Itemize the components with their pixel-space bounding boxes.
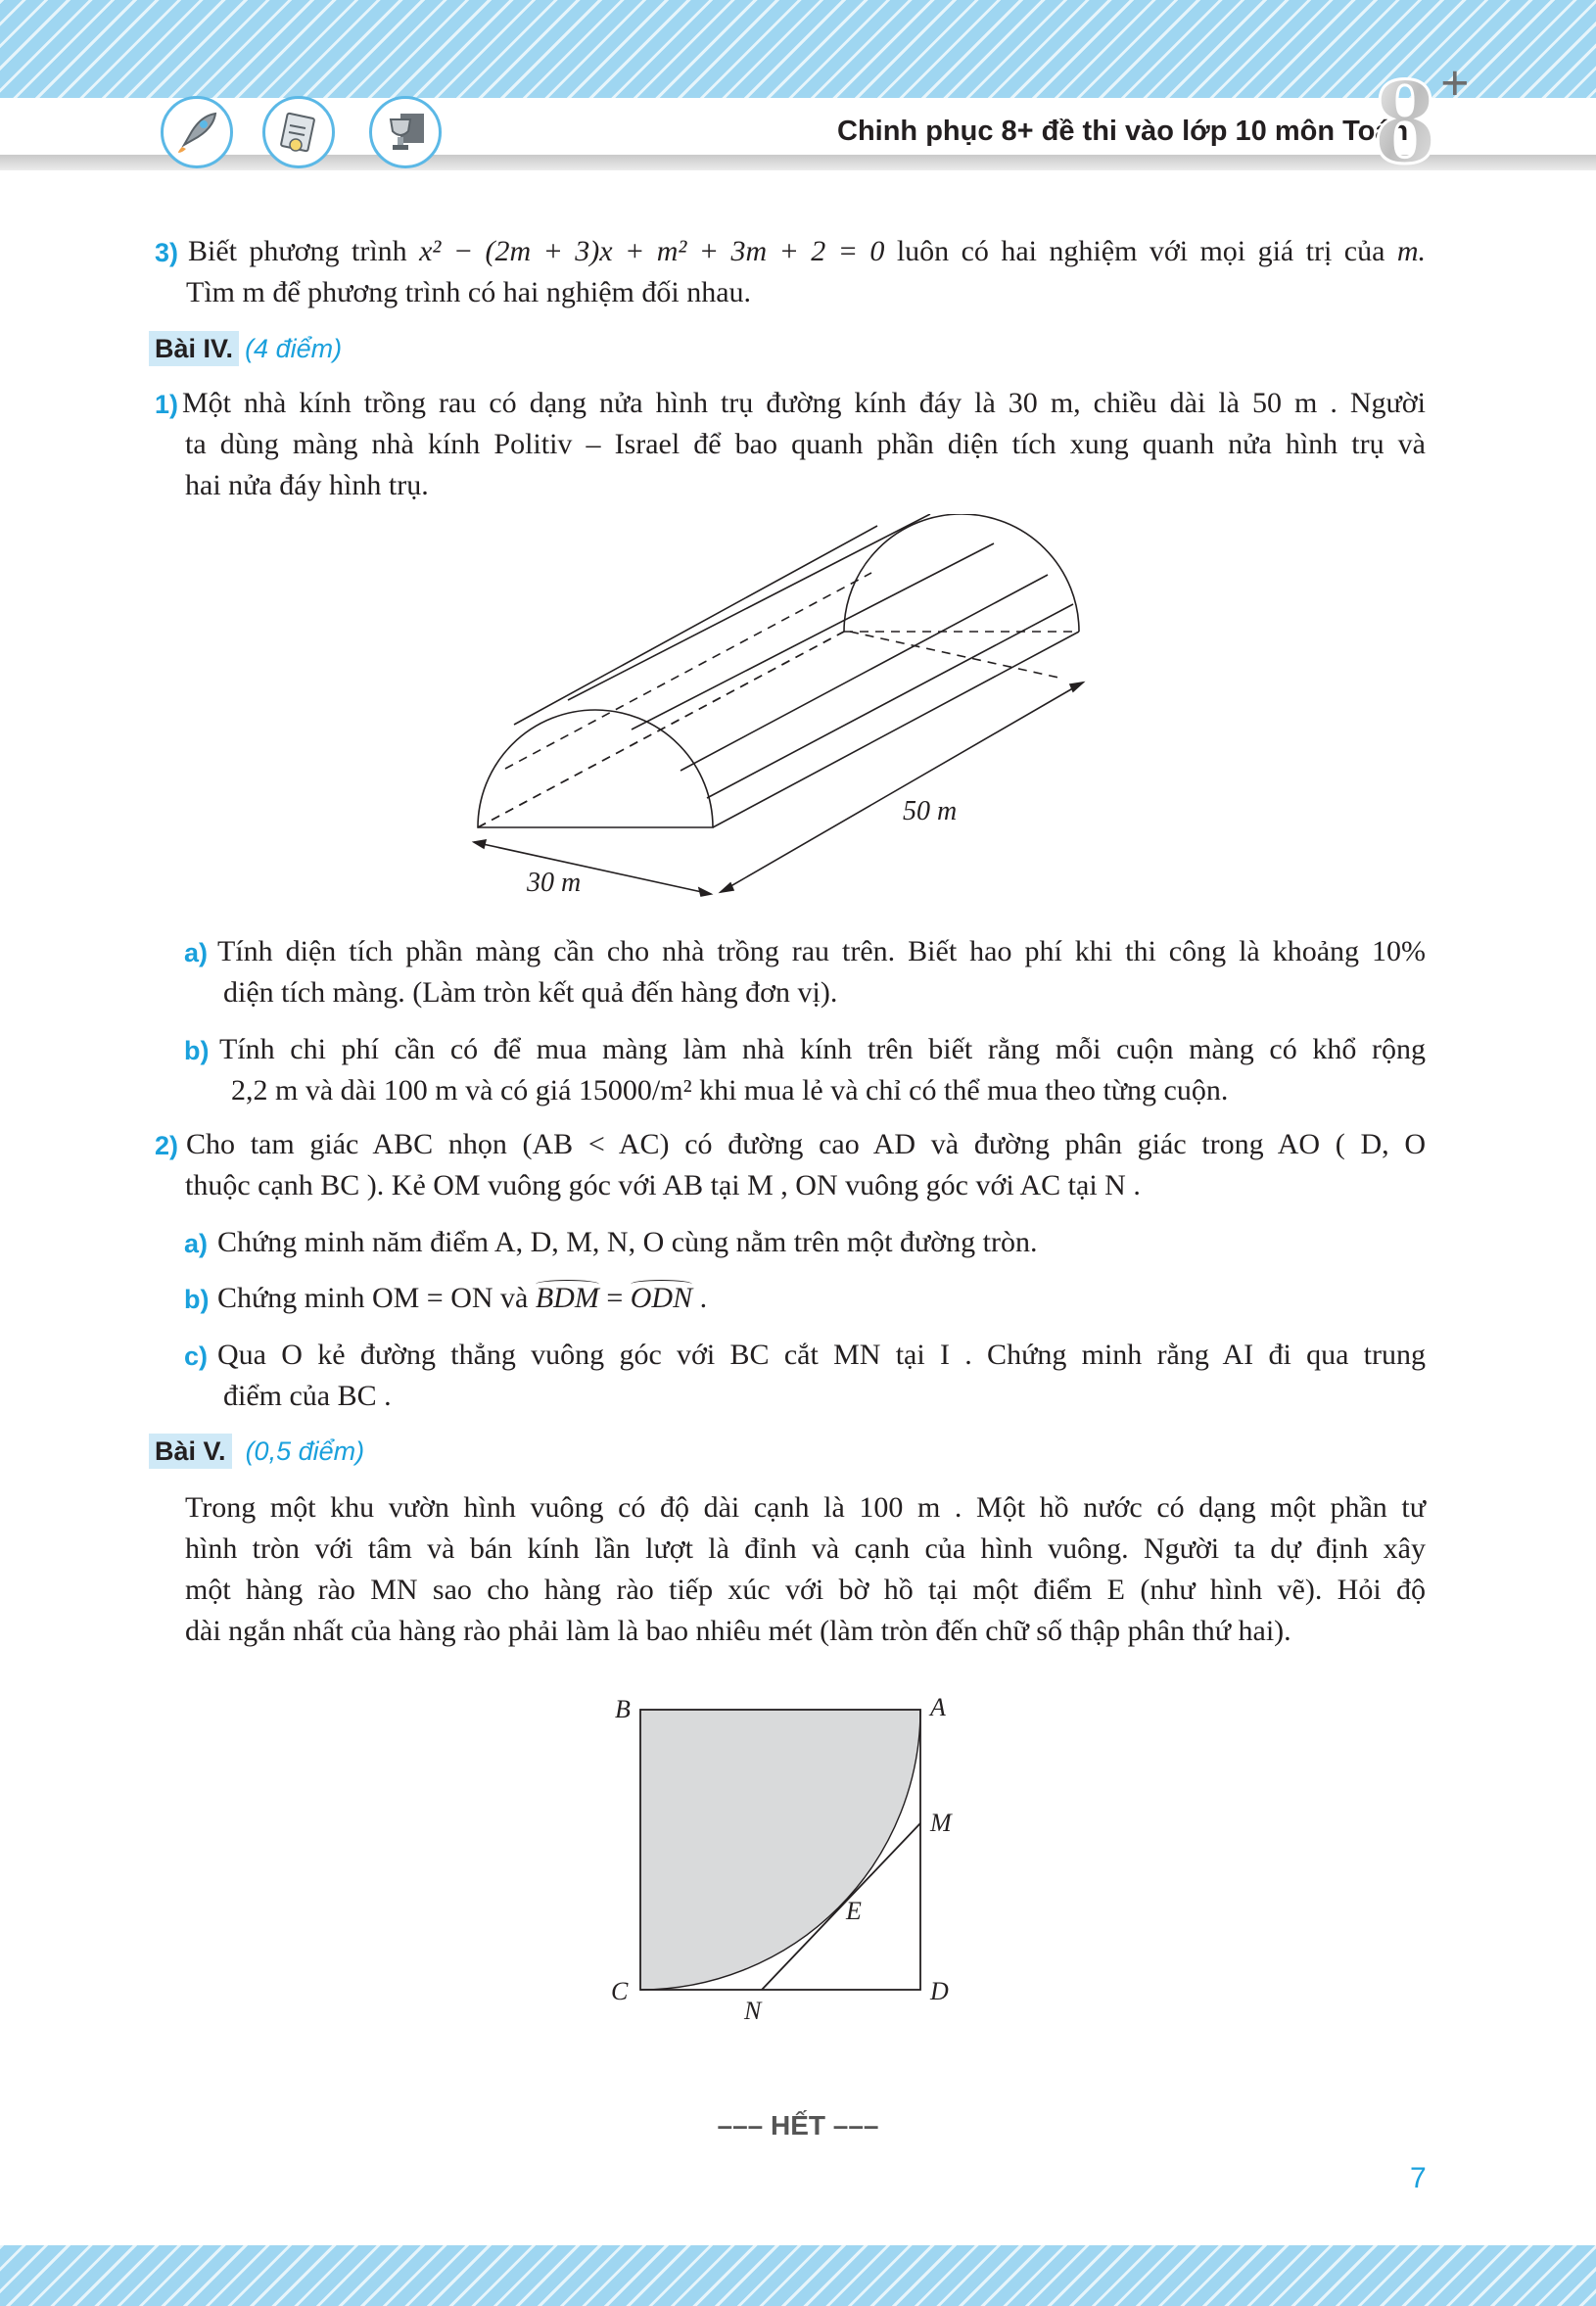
q3-equation: x² − (2m + 3)x + m² + 3m + 2 = 0 — [419, 235, 885, 267]
bai4-p1-b-line2: 2,2 m và dài 100 m và có giá 15000/m² khi mua lẻ và chỉ có thể mua theo từng cuộn. — [231, 1074, 1229, 1106]
point-b: B — [615, 1695, 631, 1723]
bai5-line4: dài ngắn nhất của hàng rào phải làm là bao nhiêu mét (làm tròn đến chữ số thập phân thứ hai). — [185, 1615, 1291, 1647]
bai4-p2-b-label: b) — [184, 1285, 210, 1314]
bai4-p1-line3: hai nửa đáy hình trụ. — [185, 469, 429, 501]
bai4-p2-c-label: c) — [184, 1341, 209, 1371]
angle-bdm: BDM — [535, 1282, 599, 1314]
q3-label: 3) — [155, 238, 179, 267]
bai4-p2-label: 2) — [155, 1131, 179, 1160]
bai4-p2-a-text: Chứng minh năm điểm A, D, M, N, O cùng nằm trên một đường tròn. — [217, 1226, 1038, 1258]
q3-line2: Tìm m để phương trình có hai nghiệm đối nhau. — [186, 276, 752, 308]
rocket-icon — [161, 96, 233, 168]
bai4-p2-b-text: Chứng minh OM = ON và BDM = ODN . — [217, 1282, 708, 1314]
section-bai-v: Bài V. (0,5 điểm) — [149, 1434, 364, 1469]
bai4-p1-a-line1: Tính diện tích phần màng cần cho nhà trồng rau trên. Biết hao phí khi thi công là khoảng 10% — [217, 935, 1426, 967]
header-title: Chinh phục 8+ đề thi vào lớp 10 môn Toán — [837, 116, 1409, 147]
back-arch — [844, 514, 1079, 632]
pond-quarter-circle — [640, 1710, 920, 1990]
footer-band — [0, 2245, 1596, 2306]
bai4-p1-a-line2: diện tích màng. (Làm tròn kết quả đến hàng đơn vị). — [223, 976, 838, 1009]
bai4-p2-line2: thuộc cạnh BC ). Kẻ OM vuông góc với AB tại M , ON vuông góc với AC tại N . — [185, 1169, 1141, 1201]
bai4-p1-line2: ta dùng màng nhà kính Politiv – Israel để bao quanh phần diện tích xung quanh nửa hình trụ và — [185, 428, 1426, 460]
diameter-label: 30 m — [527, 868, 582, 898]
front-arch — [478, 710, 713, 827]
angle-odn: ODN — [630, 1282, 693, 1314]
q3-line1: Biết phương trình x² − (2m + 3)x + m² + 3m + 2 = 0 luôn có hai nghiệm với mọi giá trị của m. — [188, 235, 1426, 267]
point-c: C — [611, 1977, 629, 2005]
point-a: A — [930, 1693, 946, 1721]
checklist-icon — [262, 96, 335, 168]
point-e: E — [846, 1897, 862, 1925]
bai4-p1-a-label: a) — [184, 938, 209, 967]
bai4-p2-c-line1: Qua O kẻ đường thẳng vuông góc với BC cắt MN tại I . Chứng minh rằng AI đi qua trung — [217, 1339, 1426, 1371]
page-number: 7 — [1410, 2162, 1427, 2194]
bai4-p2-c-line2: điểm của BC . — [223, 1380, 392, 1412]
half-cylinder-figure — [460, 514, 1087, 906]
bai4-p1-b-line1: Tính chi phí cần có để mua màng làm nhà kính trên biết rằng mỗi cuộn màng có khổ rộng — [219, 1033, 1426, 1065]
point-m: M — [930, 1809, 952, 1837]
bai4-p1-label: 1) — [155, 390, 179, 419]
bai4-p1-b-label: b) — [184, 1036, 210, 1065]
bai5-line1: Trong một khu vườn hình vuông có độ dài cạnh là 100 m . Một hồ nước có dạng một phần tư — [185, 1491, 1426, 1524]
end-mark: ––– HẾT ––– — [717, 2110, 879, 2141]
bai4-p2-line1: Cho tam giác ABC nhọn (AB < AC) có đường cao AD và đường phân giác trong AO ( D, O — [186, 1128, 1426, 1160]
svg-text:8: 8 — [1374, 51, 1436, 168]
logo-8plus — [1366, 49, 1481, 168]
point-d: D — [930, 1977, 949, 2005]
svg-text:+: + — [1440, 56, 1470, 112]
bai5-line3: một hàng rào MN sao cho hàng rào tiếp xúc với bờ hồ tại một điểm E (như hình vẽ). Hỏi độ — [185, 1574, 1426, 1606]
point-n: N — [744, 1997, 762, 2025]
header-shadow — [0, 155, 1596, 170]
bai5-line2: hình tròn với tâm và bán kính lần lượt là đỉnh và cạnh của hình vuông. Người ta dự định xây — [185, 1532, 1426, 1565]
section-bai-iv: Bài IV. (4 điểm) — [149, 331, 342, 366]
square-pond-figure — [597, 1684, 969, 2027]
bai4-p1-line1: Một nhà kính trồng rau có dạng nửa hình trụ đường kính đáy là 30 m, chiều dài là 50 m . Người — [182, 387, 1426, 419]
length-label: 50 m — [903, 796, 958, 826]
trophy-icon — [369, 96, 442, 168]
bai4-p2-a-label: a) — [184, 1229, 209, 1258]
